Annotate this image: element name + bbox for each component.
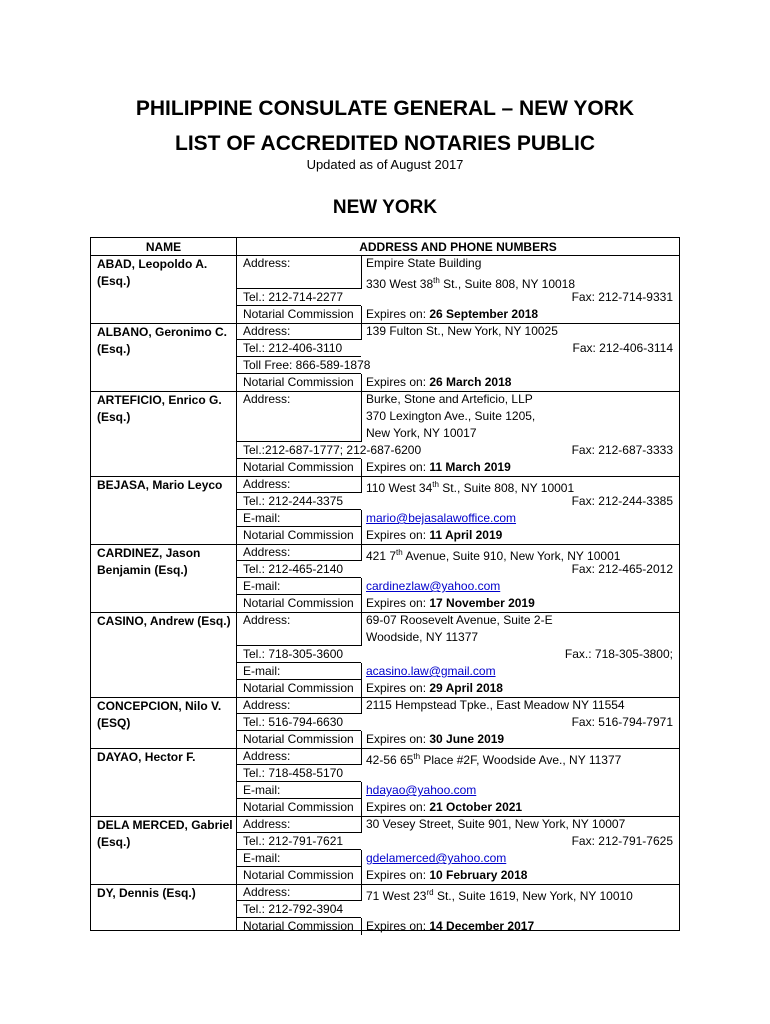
notaries-table [90,237,680,931]
label-underline [236,629,361,646]
email-label: E-mail: [243,783,281,797]
cell-divider [361,663,362,680]
cell-divider [361,255,362,272]
email-label: E-mail: [243,511,281,525]
label-underline [236,476,361,493]
table-row [91,544,679,612]
header-name: NAME [145,240,182,254]
addr-label: Address: [243,324,291,338]
addr-label: Address: [243,698,291,712]
email-value[interactable] [366,578,500,595]
addr-label: Address: [243,613,291,627]
addr-value: 2115 Hempstead Tpke., East Meadow NY 11554 [366,698,625,712]
cell-divider [361,272,362,289]
updated-date: Updated as of August 2017 [306,157,464,172]
email-link[interactable]: cardinezlaw@yahoo.com [366,579,501,593]
addr-value: 71 West 23rd St., Suite 1619, New York, NY 10010 [366,888,633,903]
label-underline [236,697,361,714]
exp-label: Notarial Commission [243,868,354,882]
addr-value: 42-56 65th Place #2F, Woodside Ave., NY 11377 [366,752,622,767]
cell-divider [361,629,362,646]
email-link[interactable]: mario@bejasalawoffice.com [366,511,517,525]
label-underline [236,833,361,850]
exp-label: Notarial Commission [243,596,354,610]
addr-value: New York, NY 10017 [366,426,477,440]
header-address: ADDRESS AND PHONE NUMBERS [359,240,557,254]
table-row [91,612,679,697]
document-title: PHILIPPINE CONSULATE GENERAL – NEW YORK [135,97,635,120]
cell-divider [361,748,362,765]
addr-label: Address: [243,749,291,763]
exp-label: Notarial Commission [243,919,354,933]
region-heading: NEW YORK [332,197,438,218]
email-link[interactable]: gdelamerced@yahoo.com [366,851,507,865]
email-value[interactable] [366,510,516,527]
notary-name: DELA MERCED, Gabriel (Esq.) [97,818,233,849]
exp-value: Expires on: 11 April 2019 [366,528,503,542]
label-underline [236,340,361,357]
cell-divider [361,578,362,595]
cell-divider [361,731,362,748]
table-row [91,816,679,884]
table-row [91,391,679,476]
toll-label: Toll Free: 866-589-1878 [243,358,371,372]
email-value[interactable] [366,850,506,867]
cell-divider [361,697,362,714]
notary-name: ARTEFICIO, Enrico G. (Esq.) [97,393,222,424]
cell-divider [361,544,362,561]
exp-value: Expires on: 21 October 2021 [366,800,523,814]
label-underline [236,901,361,918]
addr-label: Address: [243,885,291,899]
addr-label: Address: [243,256,291,270]
table-row [91,884,679,935]
cell-divider [361,867,362,884]
email-link[interactable]: acasino.law@gmail.com [366,664,496,678]
notary-name: DY, Dennis (Esq.) [97,886,196,900]
label-underline [236,816,361,833]
cell-divider [361,799,362,816]
fax-number: Fax: 212-465-2012 [571,562,673,576]
addr-value: Burke, Stone and Arteficio, LLP [366,392,533,406]
cell-divider [361,306,362,323]
addr-value: 421 7th Avenue, Suite 910, New York, NY 10001 [366,548,621,563]
email-value[interactable] [366,663,496,680]
exp-label: Notarial Commission [243,681,354,695]
exp-label: Notarial Commission [243,732,354,746]
label-underline [236,782,361,799]
exp-value: Expires on: 30 June 2019 [366,732,505,746]
exp-label: Notarial Commission [243,460,354,474]
addr-value: 139 Fulton St., New York, NY 10025 [366,324,558,338]
addr-value: 30 Vesey Street, Suite 901, New York, NY 10007 [366,817,626,831]
email-value[interactable] [366,782,476,799]
table-row [91,323,679,391]
tel-label: Tel.: 212-792-3904 [243,902,344,916]
exp-label: Notarial Commission [243,800,354,814]
addr-value: Woodside, NY 11377 [366,630,479,644]
table-row [91,697,679,748]
cell-divider [361,595,362,612]
label-underline [236,646,361,663]
exp-value: Expires on: 26 March 2018 [366,375,512,389]
notary-name: DAYAO, Hector F. [97,750,196,764]
label-underline [236,272,361,289]
notary-name: CASINO, Andrew (Esq.) [97,614,231,628]
cell-divider [361,408,362,425]
cell-divider [361,425,362,442]
notary-name: ABAD, Leopoldo A. (Esq.) [97,257,208,288]
tel-label: Tel.: 718-458-5170 [243,766,344,780]
label-underline [236,561,361,578]
exp-value: Expires on: 17 November 2019 [366,596,535,610]
cell-divider [361,459,362,476]
cell-divider [361,680,362,697]
exp-value: Expires on: 11 March 2019 [366,460,511,474]
table-row [91,748,679,816]
exp-label: Notarial Commission [243,375,354,389]
label-underline [236,765,361,782]
label-underline [236,510,361,527]
fax-number: Fax: 212-687-3333 [571,443,673,457]
addr-value: Empire State Building [366,256,482,270]
addr-value: 330 West 38th St., Suite 808, NY 10018 [366,276,576,291]
cell-divider [361,612,362,629]
cell-divider [361,374,362,391]
email-label: E-mail: [243,664,281,678]
label-underline [236,884,361,901]
cell-divider [361,476,362,493]
addr-value: 110 West 34th St., Suite 808, NY 10001 [366,480,575,495]
label-underline [236,544,361,561]
tel-label: Tel.: 212-791-7621 [243,834,344,848]
notary-name: ALBANO, Geronimo C. (Esq.) [97,325,228,356]
exp-value: Expires on: 29 April 2018 [366,681,503,695]
cell-divider [361,782,362,799]
label-underline [236,578,361,595]
cell-divider [361,527,362,544]
addr-label: Address: [243,477,291,491]
addr-label: Address: [243,392,291,406]
fax-number: Fax: 212-244-3385 [571,494,673,508]
exp-value: Expires on: 10 February 2018 [366,868,528,882]
label-underline [236,289,361,306]
exp-value: Expires on: 26 September 2018 [366,307,539,321]
exp-label: Notarial Commission [243,528,354,542]
notary-name: BEJASA, Mario Leyco [97,478,223,492]
tel-label: Tel.: 212-406-3110 [243,341,343,355]
label-underline [236,714,361,731]
email-link[interactable]: hdayao@yahoo.com [366,783,477,797]
notary-name: CARDINEZ, Jason Benjamin (Esq.) [97,546,201,577]
tel-label: Tel.: 516-794-6630 [243,715,344,729]
addr-label: Address: [243,817,291,831]
fax-number: Fax: 212-406-3114 [572,341,673,355]
table-row [91,255,679,323]
notary-name: CONCEPCION, Nilo V.(ESQ) [97,699,222,730]
exp-label: Notarial Commission [243,307,354,321]
email-label: E-mail: [243,579,281,593]
cell-divider [361,510,362,527]
cell-divider [361,391,362,408]
label-underline [236,323,361,340]
cell-divider [361,323,362,340]
addr-label: Address: [243,545,291,559]
document-subtitle: LIST OF ACCREDITED NOTARIES PUBLIC [175,132,595,155]
tel-label: Tel.: 212-244-3375 [243,494,344,508]
table-row [91,476,679,544]
addr-value: 69-07 Roosevelt Avenue, Suite 2-E [366,613,553,627]
label-underline [236,442,361,459]
fax-number: Fax: 212-791-7625 [571,834,673,848]
fax-number: Fax: 212-714-9331 [571,290,673,304]
fax-number: Fax: 516-794-7971 [571,715,673,729]
label-underline [236,748,361,765]
tel-label: Tel.:212-687-1777; 212-687-6200 [243,443,422,457]
label-underline [236,425,361,442]
label-underline [236,663,361,680]
email-label: E-mail: [243,851,281,865]
tel-label: Tel.: 212-465-2140 [243,562,344,576]
cell-divider [361,884,362,901]
label-underline [236,493,361,510]
cell-divider [361,816,362,833]
tel-label: Tel.: 212-714-2277 [243,290,344,304]
cell-divider [361,918,362,935]
label-underline [236,357,361,374]
addr-value: 370 Lexington Ave., Suite 1205, [366,409,536,423]
exp-value: Expires on: 14 December 2017 [366,919,535,933]
fax-number: Fax.: 718-305-3800; [564,647,673,661]
label-underline [236,850,361,867]
cell-divider [361,850,362,867]
tel-label: Tel.: 718-305-3600 [243,647,344,661]
